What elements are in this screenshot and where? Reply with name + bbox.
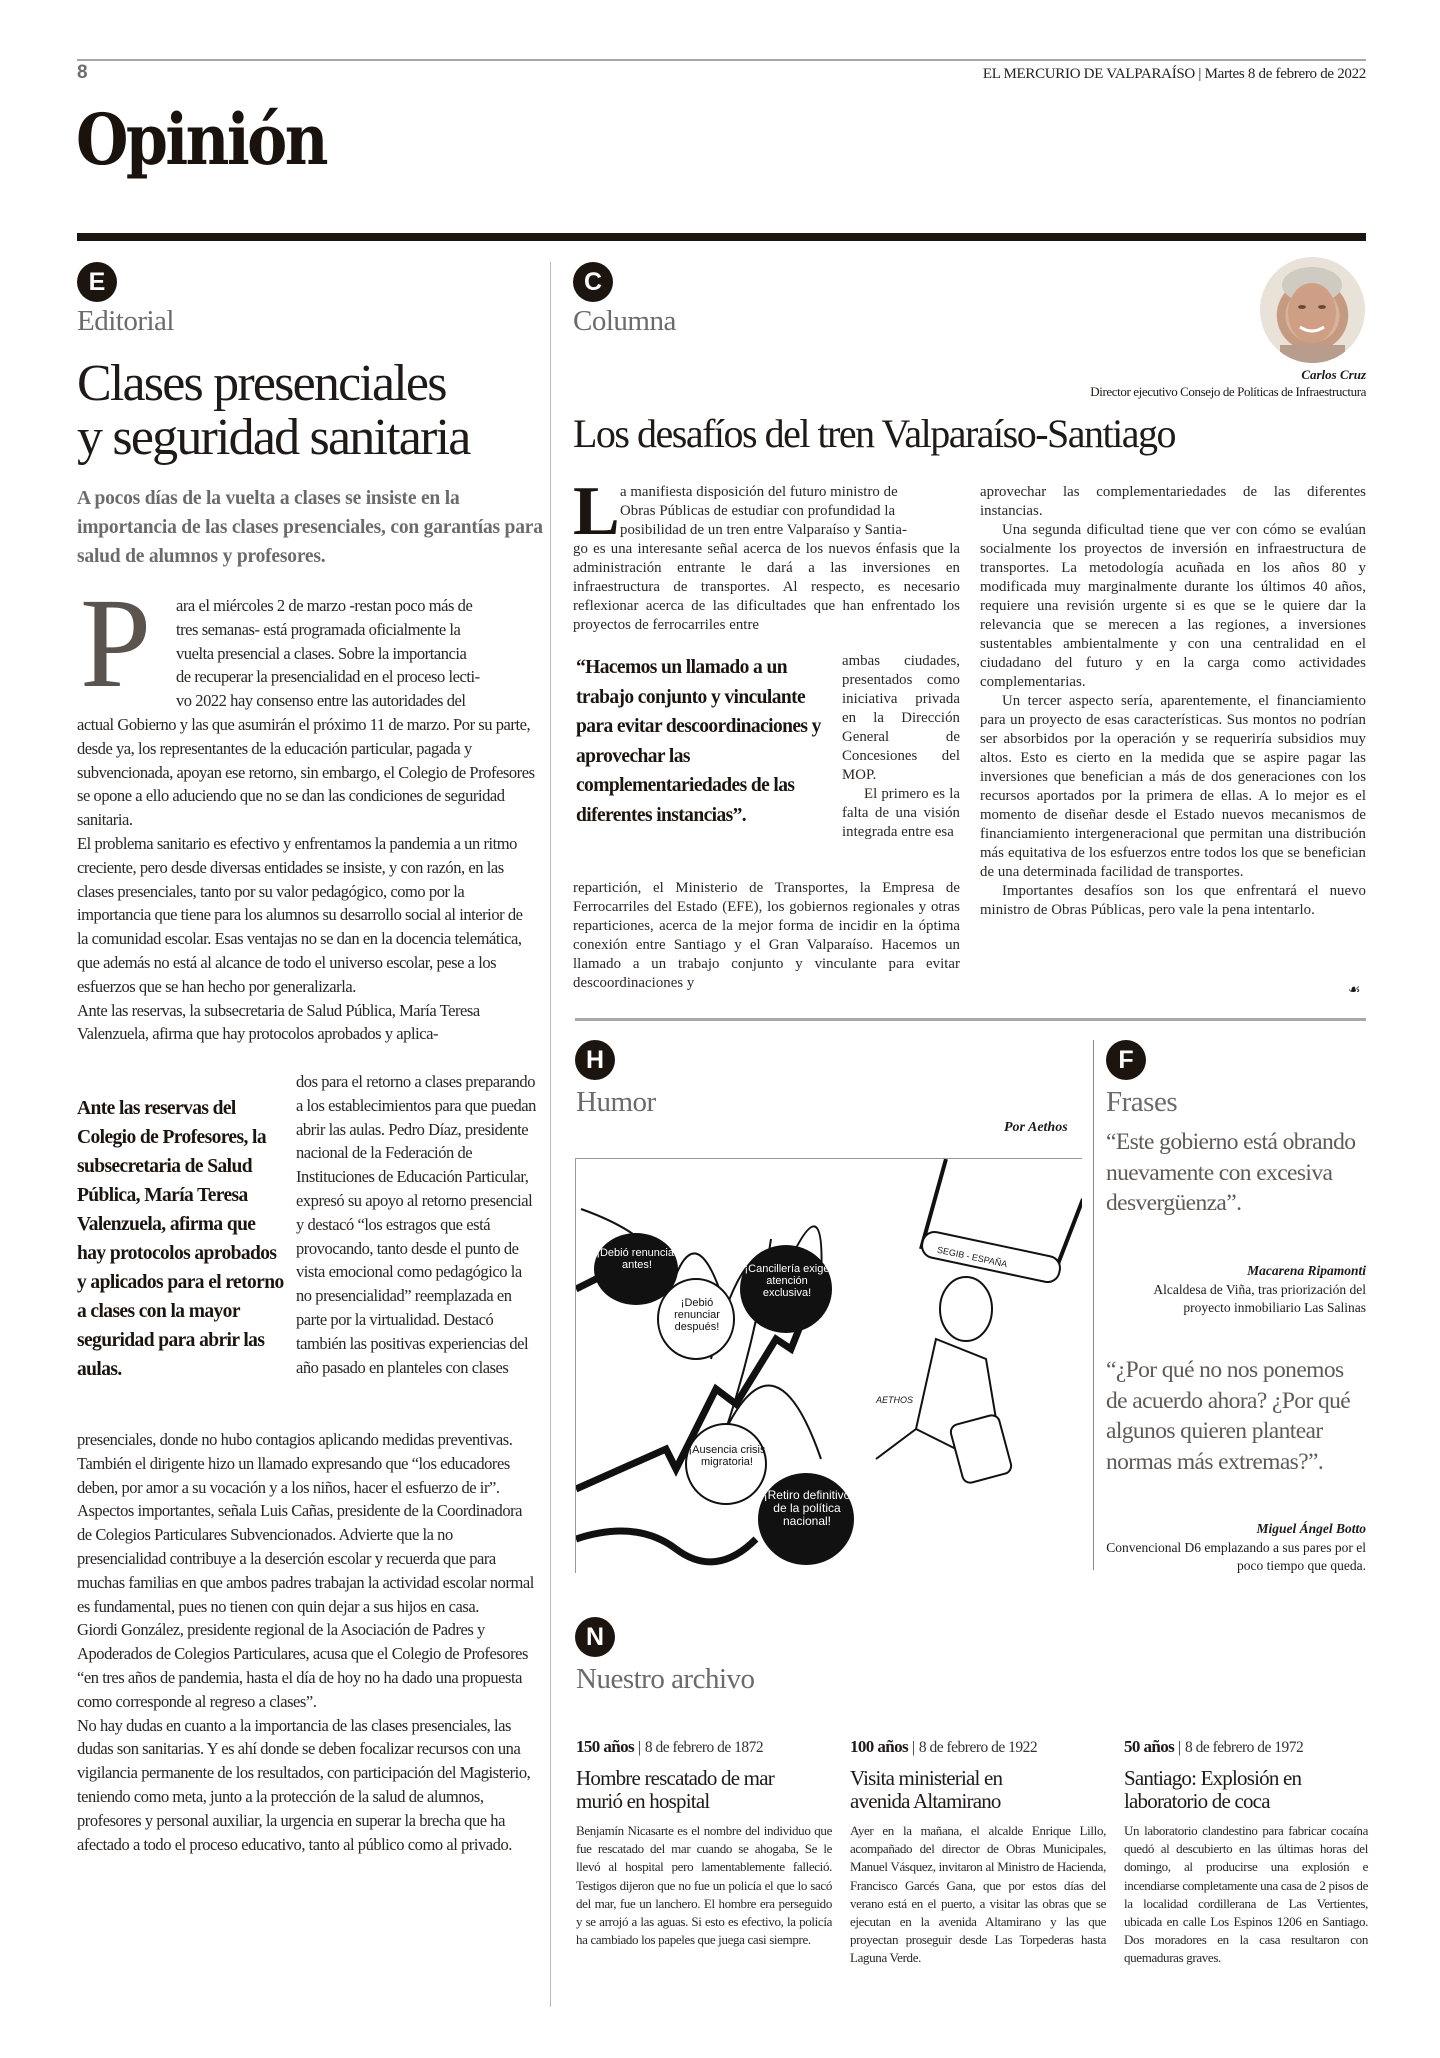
quote-author: Miguel Ángel Botto <box>1256 1521 1366 1536</box>
cartoon-byline: Por Aethos <box>1004 1120 1068 1135</box>
author-avatar <box>1260 257 1365 363</box>
archive-title: Santiago: Explosión en laboratorio de coca <box>1124 1766 1302 1813</box>
editorial-body-narrow <box>296 1070 538 1379</box>
cartoon-swing-label: SEGIB - ESPAÑA <box>936 1244 1009 1270</box>
editorial-body-top <box>77 713 537 1046</box>
editorial-first-lines <box>176 594 528 713</box>
column-bottom-rule <box>575 1018 1366 1021</box>
intro-line: a manifiesta disposición del futuro ministro de <box>620 484 898 500</box>
first-line: vuelta presencial a clases. Sobre la importancia <box>176 643 467 663</box>
editorial-kicker: Editorial <box>77 305 174 337</box>
column-kicker: Columna <box>573 305 676 337</box>
column-narrow-text <box>842 652 960 842</box>
editorial-body-bottom <box>77 1428 537 1856</box>
editorial-pull-quote: Ante las reservas del Colegio de Profesores, la subsecretaria de Salud Pública, María Teresa Valenzuela, afirma que hay protocolos aprobados y aplicados para el retorno a clases con la mayor seguridad para abrir las aulas. <box>77 1098 284 1380</box>
cartoon-bubble-text: ¡Debió renunciar antes! <box>596 1247 678 1271</box>
column-left-bottom: repartición, el Ministerio de Transportes, la Empresa de Ferrocarriles del Estado (EFE), los gobiernos regionales y otras reparticiones, acerca de la mejor forma de incidir en la óptima conexión entre Santiago y el Gran Valparaíso. Hacemos un llamado a un trabajo conjunto y vinculante para evitar descoordinaciones y <box>573 880 960 991</box>
archive-body: Ayer en la mañana, el alcalde Enrique Lillo, acompañado del director de Obras Municipales, Manuel Vásquez, invitaron al Ministro de Hacienda, Francisco Garcés Gana, que por estos días del verano está en el puerto, a visitar las obras que se ejecutan en la avenida Altamirano y las que proyectan proseguir desde Las Torpederas hasta Laguna Verde. <box>850 1823 1106 1966</box>
cartoon-signature: AETHOS <box>876 1395 914 1405</box>
quote-text: “Este gobierno está obrando nuevamente con excesiva desvergüenza”. <box>1106 1129 1356 1216</box>
archive-kicker: Nuestro archivo <box>576 1663 755 1695</box>
editorial-paragraph: El problema sanitario es efectivo y enfrentamos la pandemia a un ritmo creciente, pero desde diversas entidades se insiste, y con razón, en las clases presenciales, tanto por su valor pedagógico, como por la importancia que tiene para los alumnos su desarrollo social al interior de la comunidad escolar. Esas ventajas no se dan en la docencia telemática, que además no está al alcance de todo el universo escolar, pese a los esfuerzos que se han hecho por generalizarla. <box>77 833 523 996</box>
intro-line: Obras Públicas de estudiar con profundidad la <box>620 503 896 519</box>
cartoon-bubble-text: ¡Cancillería exige atención exclusiva! <box>744 1263 830 1299</box>
editorial-paragraph: presenciales, donde no hubo contagios aplicando medidas preventivas. También el dirigente hizo un llamado expresando que “los educadores deben, por amor a su vocación y a los niños, hacer el esfuerzo de ir”. <box>77 1430 513 1497</box>
archive-meta: 50 años | 8 de febrero de 1972 <box>1124 1737 1304 1756</box>
column-paragraph: Un tercer aspecto sería, aparentemente, el financiamiento para un proyecto de esas características. Sus montos no podrían ser absorbidos por la operación y se requeriría subsidios muy altos. Esto es cierto en la medida que se aspire pagar las inversiones que benefician a más de dos generaciones con los recursos aportados por la primera de ellas. A lo mejor es el momento de diseñar desde el Estado nuevos mecanismos de financiamiento intergeneracional que permitan una distribución más equitativa de los esfuerzos entre todos los que se benefician de una determinada facilidad de transportes. <box>980 693 1366 880</box>
frases-kicker: Frases <box>1106 1086 1178 1118</box>
quote-author: Macarena Ripamonti <box>1247 1263 1366 1278</box>
publication-name: EL MERCURIO DE VALPARAÍSO <box>982 66 1195 82</box>
quote-context: Alcaldesa de Viña, tras priorización del proyecto inmobiliario Las Salinas <box>1153 1282 1366 1315</box>
archive-date: 8 de febrero de 1872 <box>644 1739 764 1756</box>
author-role: Director ejecutivo Consejo de Políticas de Infraestructura <box>1090 384 1366 399</box>
archive-title: Hombre rescatado de mar murió en hospital <box>576 1766 774 1813</box>
column-headline: Los desafíos del tren Valparaíso-Santiago <box>573 411 1176 456</box>
editorial-paragraph: actual Gobierno y las que asumirán el próximo 11 de marzo. Por su parte, desde ya, los representantes de la educación particular, pagada y subvencionada, apoyan ese retorno, sin embargo, el Colegio de Profesores se opone a ello aduciendo que no se dan las condiciones de seguridad sanitaria. <box>77 715 535 830</box>
archive-years: 150 años <box>576 1737 635 1756</box>
column-paragraph: aprovechar las complementariedades de las diferentes instancias. <box>980 484 1366 519</box>
editorial-headline <box>77 357 537 465</box>
archive-body: Benjamín Nicasarte es el nombre del individuo que fue rescatado del mar cuando se ahogaba, Se le llevó al hospital pero lamentablemente falleció. Testigos dijeron que no fue un policía el que lo sacó del mar, fue un lanchero. El hombre era perseguido y se arrojó a las aguas. Si esto es efectivo, la policía ha cambiado los papeles que juega casi siempre. <box>576 1823 832 1948</box>
humor-kicker: Humor <box>576 1086 656 1118</box>
archive-years: 100 años <box>850 1737 909 1756</box>
archive-title: Visita ministerial en avenida Altamirano <box>850 1766 1003 1813</box>
author-portrait-icon <box>1260 257 1365 363</box>
publication-date: Martes 8 de febrero de 2022 <box>1204 66 1366 82</box>
cartoon-bubble-text: ¡Ausencia crisis migratoria! <box>688 1444 766 1468</box>
masthead <box>983 66 1366 83</box>
section-rule <box>77 233 1366 241</box>
quote-text: “¿Por qué no nos ponemos de acuerdo ahora? ¿Por qué algunos quieren plantear normas más extremas?”. <box>1106 1357 1351 1475</box>
column-dropcap: L <box>573 473 620 550</box>
first-line: ara el miércoles 2 de marzo -restan poco más de <box>176 596 473 615</box>
masthead-separator: | <box>1198 66 1205 82</box>
cartoon-bubble-text: ¡Retiro definitivo de la política nacional! <box>763 1488 851 1528</box>
column-right-text <box>980 483 1366 920</box>
archive-meta: 100 años | 8 de febrero de 1922 <box>850 1737 1038 1756</box>
column-paragraph: ambas ciudades, presentados como iniciativa privada en la Dirección General de Concesiones del MOP. <box>842 653 960 783</box>
editorial-lead: A pocos días de la vuelta a clases se insiste en la importancia de las clases presenciales, con garantías para salud de alumnos y profesores. <box>77 488 543 567</box>
column-paragraph: Una segunda dificultad tiene que ver con cómo se evalúan socialmente los proyectos de inversión en infraestructura de transportes. La metodología acuñada en los años 80 y modificada muy marginalmente durante los últimos 40 años, requiere una revisión urgente si es que se le quiere dar la relevancia que se merecen a las regiones, a inversiones sustentables ambientalmente y con una centralidad en el ciudadano del futuro y en la carga como actividades complementarias. <box>980 522 1366 690</box>
headline-line-2: y seguridad sanitaria <box>77 409 470 466</box>
author-name: Carlos Cruz <box>1301 367 1366 382</box>
column-badge-icon: C <box>573 262 613 302</box>
first-line: vo 2022 hay consenso entre las autoridades del <box>176 691 466 711</box>
column-pull-quote: “Hacemos un llamado a un trabajo conjunto y vinculante para evitar descoordinaciones y aprovechar las complementariedades de las diferentes instancias”. <box>576 657 821 826</box>
page-number: 8 <box>77 62 88 83</box>
first-line: tres semanas- está programada oficialmente la <box>176 619 461 639</box>
column-divider <box>550 262 551 2007</box>
humor-badge-icon: H <box>575 1040 615 1080</box>
editorial-paragraph: Ante las reservas, la subsecretaria de Salud Pública, María Teresa Valenzuela, afirma que hay protocolos aprobados y aplica- <box>77 1000 480 1044</box>
column-intro-rest: go es una interesante señal acerca de los nuevos énfasis que la administración entrante le dará a las inversiones en infraestructura de transportes. Al respecto, es necesario reflexionar acerca de las dificultades que han enfrentado los proyectos de ferrocarriles entre <box>573 541 960 633</box>
archive-meta: 150 años | 8 de febrero de 1872 <box>576 1737 764 1756</box>
column-paragraph: El primero es la falta de una visión integrada entre esa <box>842 786 960 840</box>
editorial-paragraph: No hay dudas en cuanto a la importancia de las clases presenciales, las dudas son sanitarias. Y es ahí donde se deben focalizar recursos con una vigilancia permanente de los resultados, con participación del Magisterio, teniendo como meta, junto a la protección de la salud de alumnos, profesores y personal auxiliar, la urgencia en superar la brecha que ha afectado a todo el proceso educativo, tanto al público como al privado. <box>77 1715 531 1854</box>
cartoon-bubble-text: ¡Debió renunciar después! <box>674 1297 720 1333</box>
top-rule <box>77 59 1366 61</box>
editorial-badge-icon: E <box>77 262 117 302</box>
archive-years: 50 años <box>1124 1737 1175 1756</box>
archive-date: 8 de febrero de 1972 <box>1184 1739 1304 1756</box>
archive-date: 8 de febrero de 1922 <box>918 1739 1038 1756</box>
headline-line-1: Clases presenciales <box>77 355 446 412</box>
archive-badge-icon: N <box>575 1617 615 1657</box>
editorial-paragraph: dos para el retorno a clases preparando a los establecimientos para que puedan abrir las aulas. Pedro Díaz, presidente nacional de la Federación de Instituciones de Educación Particular, expresó su apoyo al retorno presencial y destacó “los estragos que está provocando, tanto desde el punto de vista emocional como pedagógico la no presencialidad” reemplazada en parte por la virtualidad. Destacó también las positivas experiencias del año pasado en planteles con clases <box>296 1072 536 1377</box>
column-intro-lines <box>620 483 960 540</box>
quote-context: Convencional D6 emplazando a sus pares por el poco tiempo que queda. <box>1106 1540 1366 1573</box>
frases-badge-icon: F <box>1106 1040 1146 1080</box>
column-paragraph: Importantes desafíos son los que enfrentará el nuevo ministro de Obras Públicas, pero vale la pena intentarlo. <box>980 883 1366 918</box>
archive-body: Un laboratorio clandestino para fabricar cocaína quedó al descubierto en las últimas horas del domingo, al producirse una explosión e incendiarse completamente una casa de 2 pisos de la localidad cordillerana de Las Vertientes, ubicada en calle Los Espinos 1206 en Santiago. Dos moradores en la casa resultaron con quemaduras graves. <box>1124 1823 1368 1966</box>
frases-divider <box>1093 1040 1094 1570</box>
editorial-dropcap: P <box>80 572 152 714</box>
cartoon-image <box>575 1158 1082 1573</box>
end-mark-icon: ☙ <box>1348 983 1361 998</box>
editorial-paragraph: Giordi González, presidente regional de la Asociación de Padres y Apoderados de Colegios Particulares, acusa que el Colegio de Profesores “en tres años de pandemia, hasta el día de hoy no ha dado una propuesta como corresponde al regreso a clases”. <box>77 1620 528 1711</box>
first-line: de recuperar la presencialidad en el proceso lecti- <box>176 667 480 687</box>
section-title: Opinión <box>76 98 326 181</box>
intro-line: posibilidad de un tren entre Valparaíso y Santia- <box>620 522 907 538</box>
editorial-paragraph: Aspectos importantes, señala Luis Cañas, presidente de la Coordinadora de Colegios Particulares Subvencionados. Advierte que la no presencialidad contribuye a la deserción escolar y recuerda que para muchas familias en que ambos padres trabajan la actividad escolar normal es fundamental, pues no tienen con quin dejar a sus hijos en casa. <box>77 1501 534 1616</box>
